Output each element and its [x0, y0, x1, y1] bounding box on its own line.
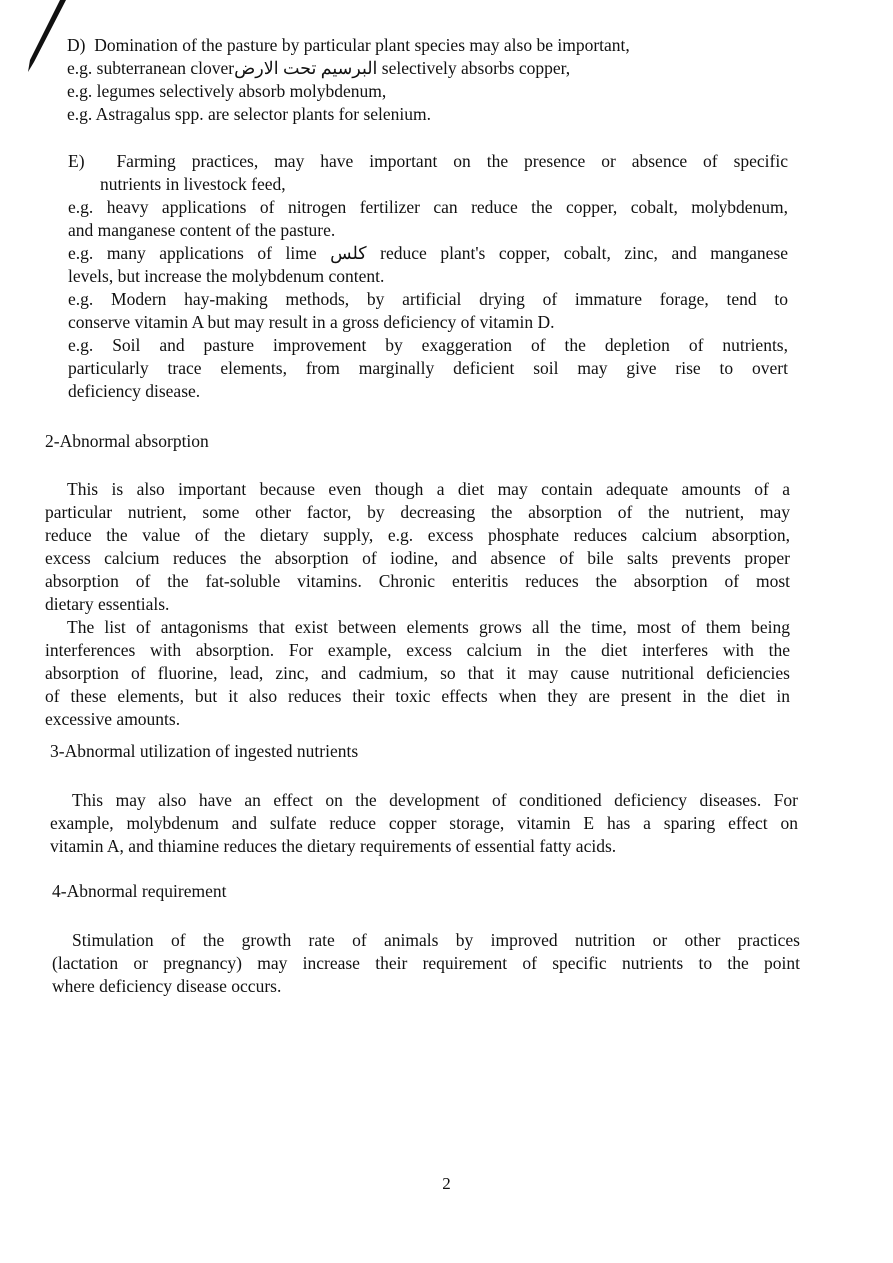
section-d-intro: [67, 34, 747, 57]
paragraph-absorption-2: [45, 616, 790, 731]
section-e-example-3: e.g. Modern hay-making methods, by artificial drying of immature forage, tend to: [68, 289, 788, 309]
paragraph-line: particular nutrient, some other factor, by decreasing the absorption of the nutrient, may: [45, 502, 790, 522]
paragraph-line: dietary essentials.: [45, 594, 170, 614]
section-d-example-2: e.g. legumes selectively absorb molybdenum,: [67, 81, 387, 101]
example-text: reduce plant's copper, cobalt, zinc, and manganese: [380, 243, 789, 263]
section-d-example-1: [67, 57, 747, 80]
paragraph-line: interferences with absorption. For example, excess calcium in the diet interferes with the: [45, 640, 790, 660]
heading-abnormal-utilization: 3-Abnormal utilization of ingested nutrients: [50, 741, 359, 761]
section-d: [67, 34, 747, 126]
example-text: selectively absorbs copper,: [377, 58, 571, 78]
paragraph-line: of these elements, but it also reduces their toxic effects when they are present in the diet in: [45, 686, 790, 706]
section-e: [68, 150, 788, 403]
section-e-example-3-cont: conserve vitamin A but may result in a gross deficiency of vitamin D.: [68, 312, 555, 332]
heading-abnormal-requirement: 4-Abnormal requirement: [52, 881, 227, 901]
paragraph-line: This may also have an effect on the development of conditioned deficiency diseases. For: [72, 790, 798, 810]
paragraph-line: This is also important because even though a diet may contain adequate amounts of a: [67, 479, 790, 499]
section-e-example-4: e.g. Soil and pasture improvement by exaggeration of the depletion of nutrients,: [68, 335, 788, 355]
paragraph-line: absorption of fluorine, lead, zinc, and cadmium, so that it may cause nutritional deficiencies: [45, 663, 790, 683]
section-d-text: Domination of the pasture by particular plant species may also be important,: [94, 35, 630, 55]
page-number: 2: [442, 1174, 451, 1193]
section-e-example-2-cont: levels, but increase the molybdenum content.: [68, 266, 385, 286]
paragraph-absorption-1: [45, 478, 790, 616]
example-text: e.g. subterranean clover: [67, 58, 235, 78]
pen-stroke-mark: [22, 0, 72, 75]
paragraph-line: absorption of the fat-soluble vitamins. Chronic enteritis reduces the absorption of most: [45, 571, 790, 591]
section-abnormal-requirement: [52, 880, 800, 998]
section-e-label: E): [68, 151, 85, 171]
section-e-intro: [68, 150, 788, 173]
section-e-intro-cont: nutrients in livestock feed,: [100, 174, 286, 194]
section-d-example-3: e.g. Astragalus spp. are selector plants for selenium.: [67, 104, 431, 124]
example-text: e.g. many applications of lime: [68, 243, 317, 263]
paragraph-utilization: [50, 789, 798, 858]
arabic-annotation: البرسيم تحت الارض: [234, 58, 378, 78]
paragraph-line: The list of antagonisms that exist between elements grows all the time, most of them being: [67, 617, 790, 637]
section-e-text: Farming practices, may have important on the presence or absence of specific: [116, 151, 788, 171]
heading-abnormal-absorption: 2-Abnormal absorption: [45, 431, 209, 451]
paragraph-line: (lactation or pregnancy) may increase their requirement of specific nutrients to the point: [52, 953, 800, 973]
section-e-example-4-end: deficiency disease.: [68, 381, 201, 401]
paragraph-requirement: [52, 929, 800, 998]
paragraph-line: excess calcium reduces the absorption of iodine, and absence of bile salts prevents proper: [45, 548, 790, 568]
paragraph-line: vitamin A, and thiamine reduces the dietary requirements of essential fatty acids.: [50, 836, 617, 856]
paragraph-line: excessive amounts.: [45, 709, 181, 729]
section-e-example-2: [68, 242, 788, 265]
paragraph-line: Stimulation of the growth rate of animals by improved nutrition or other practices: [72, 930, 800, 950]
section-d-label: D): [67, 35, 86, 55]
paragraph-line: reduce the value of the dietary supply, e.g. excess phosphate reduces calcium absorption,: [45, 525, 790, 545]
paragraph-line: where deficiency disease occurs.: [52, 976, 282, 996]
section-abnormal-absorption: [45, 430, 790, 731]
section-abnormal-utilization: [50, 740, 798, 858]
arabic-annotation: كلس: [330, 243, 367, 263]
section-e-example-4-cont: particularly trace elements, from marginally deficient soil may give rise to overt: [68, 358, 788, 378]
section-e-example-1-cont: and manganese content of the pasture.: [68, 220, 336, 240]
section-e-example-1: e.g. heavy applications of nitrogen fertilizer can reduce the copper, cobalt, molybdenum,: [68, 197, 788, 217]
paragraph-line: example, molybdenum and sulfate reduce copper storage, vitamin E has a sparing effect on: [50, 813, 798, 833]
